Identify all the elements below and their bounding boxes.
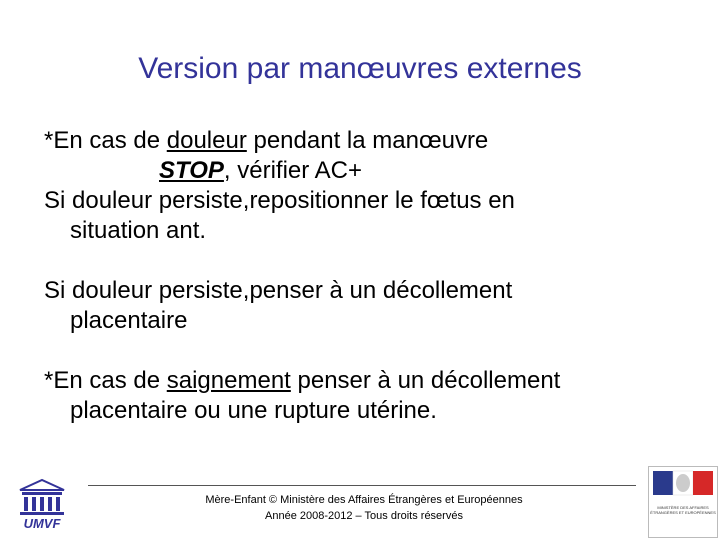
text-p2-line1: Si douleur persiste,repositionner le fœtus en	[44, 187, 515, 214]
marianne-flag-icon	[649, 467, 717, 503]
text-p1-suffix: pendant la manœuvre	[246, 127, 489, 154]
footer-years: Année 2008-2012 – Tous droits réservés	[265, 510, 463, 522]
slide-title: Version par manœuvres externes	[138, 52, 582, 85]
text-douleur: douleur	[166, 127, 247, 154]
text-stop: STOP	[159, 157, 224, 184]
paragraph-detachment	[44, 276, 684, 336]
ministry-logo	[648, 466, 718, 538]
umvf-logo-icon	[14, 476, 70, 532]
paragraph-bleeding	[44, 366, 684, 426]
text-p4-prefix: *En cas de	[44, 367, 167, 394]
text-verify-ac: , vérifier AC+	[223, 157, 362, 184]
ministry-logo-label: MINISTÈRE DES AFFAIRES ÉTRANGÈRES ET EUROPÉENNES	[650, 505, 716, 515]
footer-copyright: Mère-Enfant © Ministère des Affaires Étrangères et Européennes	[205, 494, 523, 506]
text-saignement: saignement	[166, 367, 291, 394]
text-p4-line2: placentaire ou une rupture utérine.	[70, 397, 437, 424]
umvf-logo-label: UMVF	[23, 516, 61, 531]
paragraph-reposition	[44, 186, 684, 246]
text-p1-prefix: *En cas de	[44, 127, 167, 154]
text-p2-line2: situation ant.	[70, 217, 207, 244]
paragraph-stop	[44, 156, 684, 186]
footer-divider	[88, 485, 636, 486]
text-p3-line2: placentaire	[70, 307, 188, 334]
paragraph-pain	[44, 126, 684, 156]
slide-body	[44, 126, 684, 426]
text-p4-suffix: penser à un décollement	[290, 367, 561, 394]
footer	[100, 492, 628, 524]
text-p3-line1: Si douleur persiste,penser à un décollement	[44, 277, 513, 304]
